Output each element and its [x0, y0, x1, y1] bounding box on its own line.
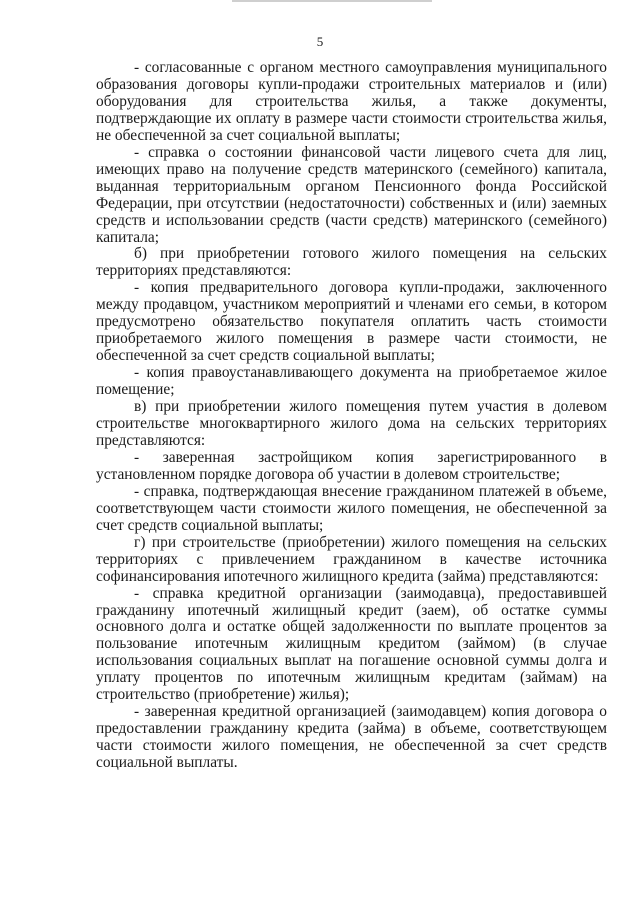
paragraph-1: - согласованные с органом местного самоуправления муниципального образования договоры купли-продажи строительных материалов и (или) оборудования для строительства жилья, а также документы, подтверждающие их оплату в размере части стоимости строительства жилья, не обеспеченной за счет социальной выплаты;: [96, 59, 607, 144]
document-body: [96, 60, 607, 772]
page-number: 5: [316, 34, 324, 49]
paragraph-8: - справка, подтверждающая внесение гражданином платежей в объеме, соответствующем части стоимости жилого помещения, не обеспеченной за счет средств социальной выплаты;: [96, 482, 607, 534]
paragraph-5: - копия правоустанавливающего документа на приобретаемое жилое помещение;: [96, 364, 607, 399]
paragraph-3: б) при приобретении готового жилого помещения на сельских территориях представляются:: [96, 245, 607, 280]
paragraph-9: г) при строительстве (приобретении) жилого помещения на сельских территориях с привлечением гражданином в качестве источника софинансирования ипотечного жилищного кредита (займа) представляются:: [96, 533, 607, 585]
paragraph-4: - копия предварительного договора купли-продажи, заключенного между продавцом, участником мероприятий и членами его семьи, в котором предусмотрено обязательство покупателя оплатить часть стоимости приобретаемого жилого помещения в размере части стоимости, не обеспеченной за счет средств социальной выплаты;: [96, 279, 607, 365]
paragraph-6: в) при приобретении жилого помещения путем участия в долевом строительстве многоквартирного жилого дома на сельских территориях представляются:: [96, 398, 607, 449]
paragraph-11: - заверенная кредитной организацией (заимодавцем) копия договора о предоставлении гражданину кредита (займа) в объеме, соответствующем части стоимости жилого помещения, не обеспеченной за счет средств социальной выплаты.: [96, 703, 607, 772]
paragraph-7: - заверенная застройщиком копия зарегистрированного в установленном порядке договора об участии в долевом строительстве;: [96, 448, 607, 483]
scan-edge-line: [232, 0, 432, 2]
paragraph-2: - справка о состоянии финансовой части лицевого счета для лиц, имеющих право на получение средств материнского (семейного) капитала, выданная территориальным органом Пенсионного фонда Российской Федерации, при отсутствии (недостаточности) собственных и (или) заемных средств и использовании средств (части средств) материнского (семейного) капитала;: [96, 143, 607, 246]
paragraph-10: - справка кредитной организации (заимодавца), предоставившей гражданину ипотечный жилищный кредит (заем), об остатке суммы основного долга и остатке общей задолженности по выплате процентов за пользование ипотечным жилищным кредитом (займом) (в случае использования социальных выплат на погашение основной суммы долга и уплату процентов по ипотечным жилищным кредитам (займам) на строительство (приобретение) жилья);: [96, 584, 607, 704]
